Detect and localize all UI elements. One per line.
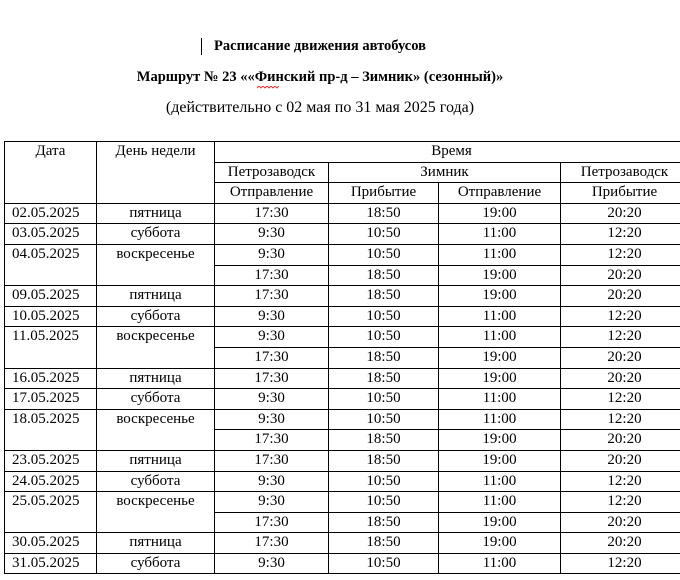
arrival-zimnik-cell: 18:50 xyxy=(329,265,439,286)
date-cell-empty xyxy=(5,265,97,286)
arrival-petrozavodsk-cell: 20:20 xyxy=(561,430,680,451)
arrival-petrozavodsk-cell: 12:20 xyxy=(561,224,680,245)
header-stop-zimnik: Зимник xyxy=(329,162,561,183)
schedule-body xyxy=(5,203,680,574)
arrival-zimnik-cell: 18:50 xyxy=(329,203,439,224)
arrival-petrozavodsk-cell: 12:20 xyxy=(561,244,680,265)
departure-zimnik-cell: 19:00 xyxy=(439,533,561,554)
header-time: Время xyxy=(215,142,680,163)
document-title: Расписание движения автобусов xyxy=(214,38,426,54)
date-cell: 30.05.2025 xyxy=(5,533,97,554)
arrival-zimnik-cell: 10:50 xyxy=(329,224,439,245)
schedule-row xyxy=(5,492,680,513)
schedule-row xyxy=(5,265,680,286)
departure-petrozavodsk-cell: 17:30 xyxy=(215,450,329,471)
weekday-cell: воскресенье xyxy=(97,492,215,513)
arrival-zimnik-cell: 18:50 xyxy=(329,450,439,471)
arrival-zimnik-cell: 10:50 xyxy=(329,306,439,327)
weekday-cell: суббота xyxy=(97,306,215,327)
header-departure-petrozavodsk: Отправление xyxy=(215,183,329,204)
departure-petrozavodsk-cell: 17:30 xyxy=(215,265,329,286)
schedule-row xyxy=(5,368,680,389)
departure-zimnik-cell: 11:00 xyxy=(439,389,561,410)
weekday-cell-empty xyxy=(97,265,215,286)
date-cell: 03.05.2025 xyxy=(5,224,97,245)
departure-zimnik-cell: 11:00 xyxy=(439,471,561,492)
weekday-cell: воскресенье xyxy=(97,409,215,430)
schedule-row xyxy=(5,286,680,307)
weekday-cell: воскресенье xyxy=(97,244,215,265)
header-arrival-petrozavodsk: Прибытие xyxy=(561,183,680,204)
arrival-petrozavodsk-cell: 20:20 xyxy=(561,203,680,224)
date-cell-empty xyxy=(5,512,97,533)
date-cell: 11.05.2025 xyxy=(5,327,97,348)
departure-zimnik-cell: 19:00 xyxy=(439,450,561,471)
arrival-zimnik-cell: 10:50 xyxy=(329,471,439,492)
date-cell-empty xyxy=(5,347,97,368)
date-cell: 25.05.2025 xyxy=(5,492,97,513)
departure-petrozavodsk-cell: 17:30 xyxy=(215,203,329,224)
departure-petrozavodsk-cell: 9:30 xyxy=(215,471,329,492)
weekday-cell: суббота xyxy=(97,553,215,574)
header-arrival-zimnik: Прибытие xyxy=(329,183,439,204)
departure-zimnik-cell: 19:00 xyxy=(439,347,561,368)
date-cell: 04.05.2025 xyxy=(5,244,97,265)
departure-petrozavodsk-cell: 9:30 xyxy=(215,224,329,245)
arrival-petrozavodsk-cell: 12:20 xyxy=(561,306,680,327)
header-date: Дата xyxy=(5,142,97,204)
weekday-cell-empty xyxy=(97,430,215,451)
arrival-zimnik-cell: 10:50 xyxy=(329,492,439,513)
arrival-petrozavodsk-cell: 20:20 xyxy=(561,512,680,533)
schedule-row xyxy=(5,512,680,533)
departure-zimnik-cell: 19:00 xyxy=(439,512,561,533)
departure-petrozavodsk-cell: 9:30 xyxy=(215,492,329,513)
departure-petrozavodsk-cell: 9:30 xyxy=(215,327,329,348)
schedule-row xyxy=(5,409,680,430)
schedule-row xyxy=(5,327,680,348)
departure-zimnik-cell: 11:00 xyxy=(439,224,561,245)
header-stop-petrozavodsk-end: Петрозаводск xyxy=(561,162,680,183)
arrival-zimnik-cell: 10:50 xyxy=(329,553,439,574)
date-cell: 31.05.2025 xyxy=(5,553,97,574)
departure-petrozavodsk-cell: 9:30 xyxy=(215,306,329,327)
arrival-zimnik-cell: 10:50 xyxy=(329,244,439,265)
arrival-zimnik-cell: 18:50 xyxy=(329,512,439,533)
date-cell: 02.05.2025 xyxy=(5,203,97,224)
arrival-petrozavodsk-cell: 20:20 xyxy=(561,533,680,554)
departure-zimnik-cell: 11:00 xyxy=(439,553,561,574)
date-cell: 16.05.2025 xyxy=(5,368,97,389)
validity-period: (действительно с 02 мая по 31 мая 2025 года) xyxy=(165,99,475,116)
date-cell: 18.05.2025 xyxy=(5,409,97,430)
arrival-petrozavodsk-cell: 12:20 xyxy=(561,389,680,410)
spellcheck-underline xyxy=(257,86,279,89)
schedule-row xyxy=(5,553,680,574)
departure-petrozavodsk-cell: 17:30 xyxy=(215,533,329,554)
departure-zimnik-cell: 11:00 xyxy=(439,492,561,513)
date-cell: 24.05.2025 xyxy=(5,471,97,492)
weekday-cell: пятница xyxy=(97,203,215,224)
departure-zimnik-cell: 11:00 xyxy=(439,306,561,327)
arrival-petrozavodsk-cell: 20:20 xyxy=(561,347,680,368)
arrival-petrozavodsk-cell: 12:20 xyxy=(561,327,680,348)
schedule-row xyxy=(5,389,680,410)
weekday-cell-empty xyxy=(97,512,215,533)
arrival-petrozavodsk-cell: 20:20 xyxy=(561,286,680,307)
header-weekday: День недели xyxy=(97,142,215,204)
schedule-row xyxy=(5,306,680,327)
weekday-cell: пятница xyxy=(97,533,215,554)
schedule-row xyxy=(5,471,680,492)
date-cell: 10.05.2025 xyxy=(5,306,97,327)
date-cell: 23.05.2025 xyxy=(5,450,97,471)
date-cell: 09.05.2025 xyxy=(5,286,97,307)
text-cursor xyxy=(201,38,202,55)
departure-petrozavodsk-cell: 17:30 xyxy=(215,512,329,533)
departure-zimnik-cell: 19:00 xyxy=(439,368,561,389)
weekday-cell: суббота xyxy=(97,389,215,410)
schedule-row xyxy=(5,430,680,451)
date-cell: 17.05.2025 xyxy=(5,389,97,410)
arrival-petrozavodsk-cell: 12:20 xyxy=(561,471,680,492)
arrival-zimnik-cell: 18:50 xyxy=(329,533,439,554)
schedule-row xyxy=(5,347,680,368)
departure-zimnik-cell: 19:00 xyxy=(439,286,561,307)
arrival-zimnik-cell: 10:50 xyxy=(329,327,439,348)
weekday-cell: суббота xyxy=(97,224,215,245)
header-stop-petrozavodsk-start: Петрозаводск xyxy=(215,162,329,183)
departure-zimnik-cell: 11:00 xyxy=(439,244,561,265)
weekday-cell: пятница xyxy=(97,450,215,471)
departure-zimnik-cell: 19:00 xyxy=(439,203,561,224)
departure-zimnik-cell: 19:00 xyxy=(439,265,561,286)
arrival-zimnik-cell: 18:50 xyxy=(329,286,439,307)
weekday-cell-empty xyxy=(97,347,215,368)
arrival-zimnik-cell: 10:50 xyxy=(329,409,439,430)
departure-petrozavodsk-cell: 17:30 xyxy=(215,368,329,389)
route-title: Маршрут № 23 ««Финский пр-д – Зимник» (сезонный)» xyxy=(136,69,504,85)
schedule-table xyxy=(4,141,680,574)
arrival-petrozavodsk-cell: 12:20 xyxy=(561,553,680,574)
arrival-zimnik-cell: 18:50 xyxy=(329,368,439,389)
arrival-petrozavodsk-cell: 20:20 xyxy=(561,450,680,471)
departure-petrozavodsk-cell: 9:30 xyxy=(215,244,329,265)
weekday-cell: пятница xyxy=(97,286,215,307)
arrival-zimnik-cell: 10:50 xyxy=(329,389,439,410)
departure-zimnik-cell: 11:00 xyxy=(439,327,561,348)
weekday-cell: суббота xyxy=(97,471,215,492)
arrival-zimnik-cell: 18:50 xyxy=(329,430,439,451)
arrival-zimnik-cell: 18:50 xyxy=(329,347,439,368)
arrival-petrozavodsk-cell: 12:20 xyxy=(561,492,680,513)
departure-zimnik-cell: 11:00 xyxy=(439,409,561,430)
arrival-petrozavodsk-cell: 20:20 xyxy=(561,368,680,389)
departure-petrozavodsk-cell: 9:30 xyxy=(215,409,329,430)
schedule-row xyxy=(5,450,680,471)
arrival-petrozavodsk-cell: 12:20 xyxy=(561,409,680,430)
departure-petrozavodsk-cell: 17:30 xyxy=(215,430,329,451)
weekday-cell: пятница xyxy=(97,368,215,389)
schedule-row xyxy=(5,203,680,224)
date-cell-empty xyxy=(5,430,97,451)
schedule-row xyxy=(5,533,680,554)
departure-petrozavodsk-cell: 17:30 xyxy=(215,286,329,307)
header-departure-zimnik: Отправление xyxy=(439,183,561,204)
weekday-cell: воскресенье xyxy=(97,327,215,348)
departure-petrozavodsk-cell: 17:30 xyxy=(215,347,329,368)
arrival-petrozavodsk-cell: 20:20 xyxy=(561,265,680,286)
schedule-row xyxy=(5,224,680,245)
departure-petrozavodsk-cell: 9:30 xyxy=(215,553,329,574)
schedule-row xyxy=(5,244,680,265)
departure-zimnik-cell: 19:00 xyxy=(439,430,561,451)
departure-petrozavodsk-cell: 9:30 xyxy=(215,389,329,410)
